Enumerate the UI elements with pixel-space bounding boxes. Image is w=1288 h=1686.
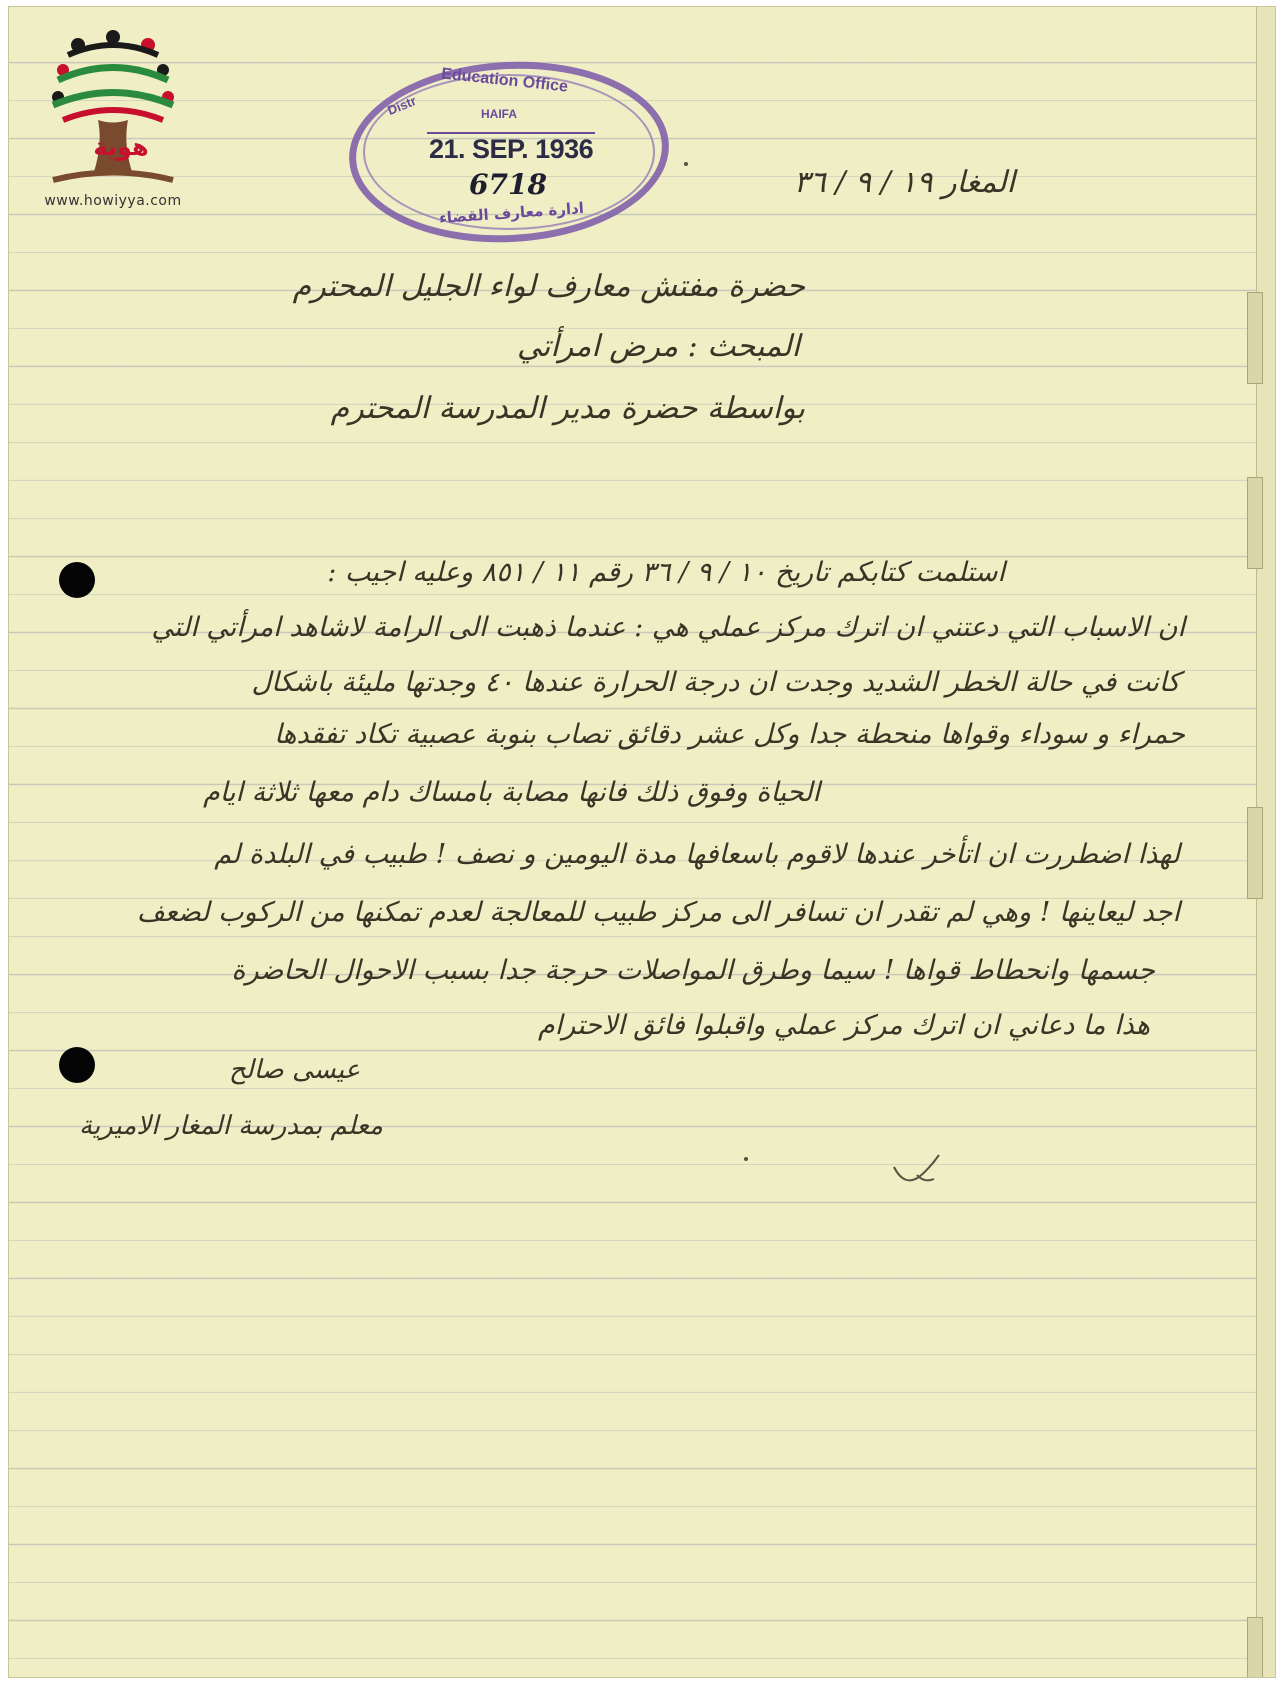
- stamp-arabic: ادارة معارف القضاء: [438, 198, 585, 228]
- letter-sheet: [8, 6, 1276, 1678]
- body-line: الحياة وفوق ذلك فانها مصابة بامساك دام معها ثلاثة ايام: [203, 777, 820, 808]
- ink-dot: [684, 162, 688, 166]
- stamp-district: Distr: [385, 92, 419, 119]
- tree-people-logo-icon: [23, 25, 203, 190]
- initial-mark-icon: [889, 1147, 949, 1191]
- stamp-office: Education Office: [440, 65, 569, 96]
- paper-tab: [1247, 477, 1263, 569]
- body-line: كانت في حالة الخطر الشديد وجدت ان درجة الحرارة عندها ٤٠ وجدتها مليئة باشكال: [251, 667, 1180, 698]
- body-line: استلمت كتابكم تاريخ ١٠ / ٩ / ٣٦ رقم ١١ / ٨٥١ وعليه اجيب :: [327, 557, 1005, 588]
- body-line: هذا ما دعاني ان اترك مركز عملي واقبلوا فائق الاحترام: [538, 1010, 1150, 1041]
- howiyya-logo: [23, 25, 203, 215]
- signature-title: معلم بمدرسة المغار الاميرية: [79, 1111, 383, 1141]
- logo-url: www.howiyya.com: [44, 193, 182, 209]
- paper-tab: [1247, 1617, 1263, 1678]
- body-line: حمراء و سوداء وقواها منحطة جدا وكل عشر دقائق تصاب بنوبة عصبية تكاد تفقدها: [274, 719, 1185, 750]
- subject-line: المبحث : مرض امرأتي: [517, 329, 800, 364]
- punch-hole: [59, 562, 95, 598]
- letter-date: المغار ١٩ / ٩ / ٣٦: [793, 165, 1015, 200]
- stamp-city: HAIFA: [481, 107, 517, 121]
- logo-wordmark: هوية: [93, 133, 149, 161]
- paper-tab: [1247, 807, 1263, 899]
- stamp-date: 21. SEP. 1936: [429, 134, 594, 164]
- ink-dot: [744, 1157, 748, 1161]
- education-office-stamp: [349, 62, 669, 252]
- stamp-number: 6718: [469, 168, 547, 201]
- body-line: جسمها وانحطاط قواها ! سيما وطرق المواصلات حرجة جدا بسبب الاحوال الحاضرة: [231, 955, 1155, 986]
- via-line: بواسطة حضرة مدير المدرسة المحترم: [330, 391, 805, 426]
- signature-name: عيسى صالح: [229, 1055, 361, 1085]
- body-line: اجد ليعاينها ! وهي لم تقدر ان تسافر الى مركز طبيب للمعالجة لعدم تمكنها من الركوب لضعف: [136, 897, 1180, 928]
- paper-tab: [1247, 292, 1263, 384]
- addressee-line: حضرة مفتش معارف لواء الجليل المحترم: [292, 269, 805, 304]
- body-line: ان الاسباب التي دعتني ان اترك مركز عملي هي : عندما ذهبت الى الرامة لاشاهد امرأتي التي: [151, 612, 1185, 643]
- punch-hole: [59, 1047, 95, 1083]
- body-line: لهذا اضطررت ان اتأخر عندها لاقوم باسعافها مدة اليومين و نصف ! طبيب في البلدة لم: [214, 839, 1180, 870]
